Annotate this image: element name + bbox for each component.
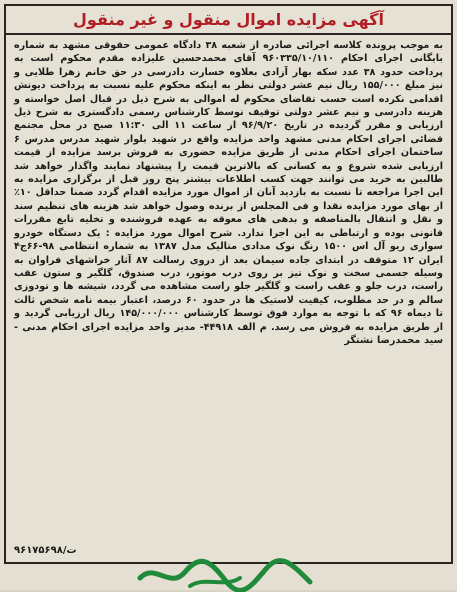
title-divider	[6, 33, 451, 35]
notice-code: ۹۶۱۷۵۶۹۸/ت	[14, 545, 77, 556]
stamp-stroke	[140, 561, 310, 591]
notice-frame	[4, 4, 453, 564]
notice-body: به موجب پرونده کلاسه اجرائی صادره از شعبه ۳۸ دادگاه عمومی حقوقی مشهد به شماره بایگانی اجرای احکام ۹۶۰۳۳۵/۱۰/۱۱۰ آقای محمدحسین علیزاده مقدم محکوم است به پرداخت حدود ۳۸ عدد سکه بهار آزادی بعلاوه خسارت دادرسی در حق خانم زهرا طلایی و نیز مبلغ ۱۵۵/۰۰۰ ریال نیم عشر دولتی نظر به اینکه محکوم علیه نسبت به پرداخت دیونش اقدامی نکرده است حسب تقاضای محکوم له اموالی به شرح ذیل در قبال اصل خواسته و هزینه دادرسی و نیم عشر دولتی توقیف توسط کارشناس رسمی دادگستری به شرح ذیل ارزیابی و مقرر گردیده در تاریخ ۹۶/۹/۲۰ از ساعت ۱۱ الی ۱۱:۳۰ صبح در محل مجتمع قضائی اجرای احکام مدنی مشهد واحد مزایده واقع در شهید بلوار شهید مدرس مدرس ۶ ساختمان اجرای احکام مدنی از طریق مزایده حضوری به فروش برسد مزایده از قیمت ارزیابی شده شروع و به کسانی که بالاترین قیمت را پیشنهاد نمایند واگذار خواهد شد طالبین به خرید می توانند جهت کسب اطلاعات بیشتر پنج روز قبل از برگزاری مزایده به این اجرا مراجعه تا نسبت به بازدید آنان از اموال مورد مزایده اقدام گردد ضمنا حداقل ۱۰٪ از بهای مورد مزایده نقدا و فی المجلس از برنده وصول خواهد شد هزینه های تنظیم سند و نقل و انتقال بالمناصفه و بدهی های معوقه به عهده فروشنده و تخلیه تابع مقررات قانونی بوده و ارتباطی به این اجرا ندارد. شرح اموال مورد مزایده : یک دستگاه خودرو سواری ریو آل اس ۱۵۰۰ رنگ نوک مدادی متالیک مدل ۱۳۸۷ به شماره انتظامی ۹۸-۶۶ج۴ ایران ۱۲ متوقف در ابتدای جاده سیمان بعد از دروی رسالت ۸۷ آثار خراشهای فراوان به وسیله جسمی سخت و نوک تیز بر روی درب موتور، درب صندوق، گلگیر و ستون عقب راست، درب جلو و عقب راست و گلگیر جلو راست مشاهده می گردد، شیشه ها و تودوزی سالم و در حد مطلوب، کیفیت لاستیک ها در حدود ۶۰ درصد، اعتبار بیمه نامه شخص ثالث تا دیماه ۹۶ که با توجه به موارد فوق توسط کارشناس ۱۴۵/۰۰۰/۰۰۰ ریال ارزیابی گردید و از طریق مزایده به فروش می رسد. م الف ۴۴۹۱۸- مدیر واحد مزایده اجرای احکام مدنی - سید محمدرضا نشتگر	[14, 40, 444, 346]
green-ink-stamp	[130, 558, 320, 592]
notice-title: آگهی مزایده اموال منقول و غیر منقول	[73, 10, 384, 29]
